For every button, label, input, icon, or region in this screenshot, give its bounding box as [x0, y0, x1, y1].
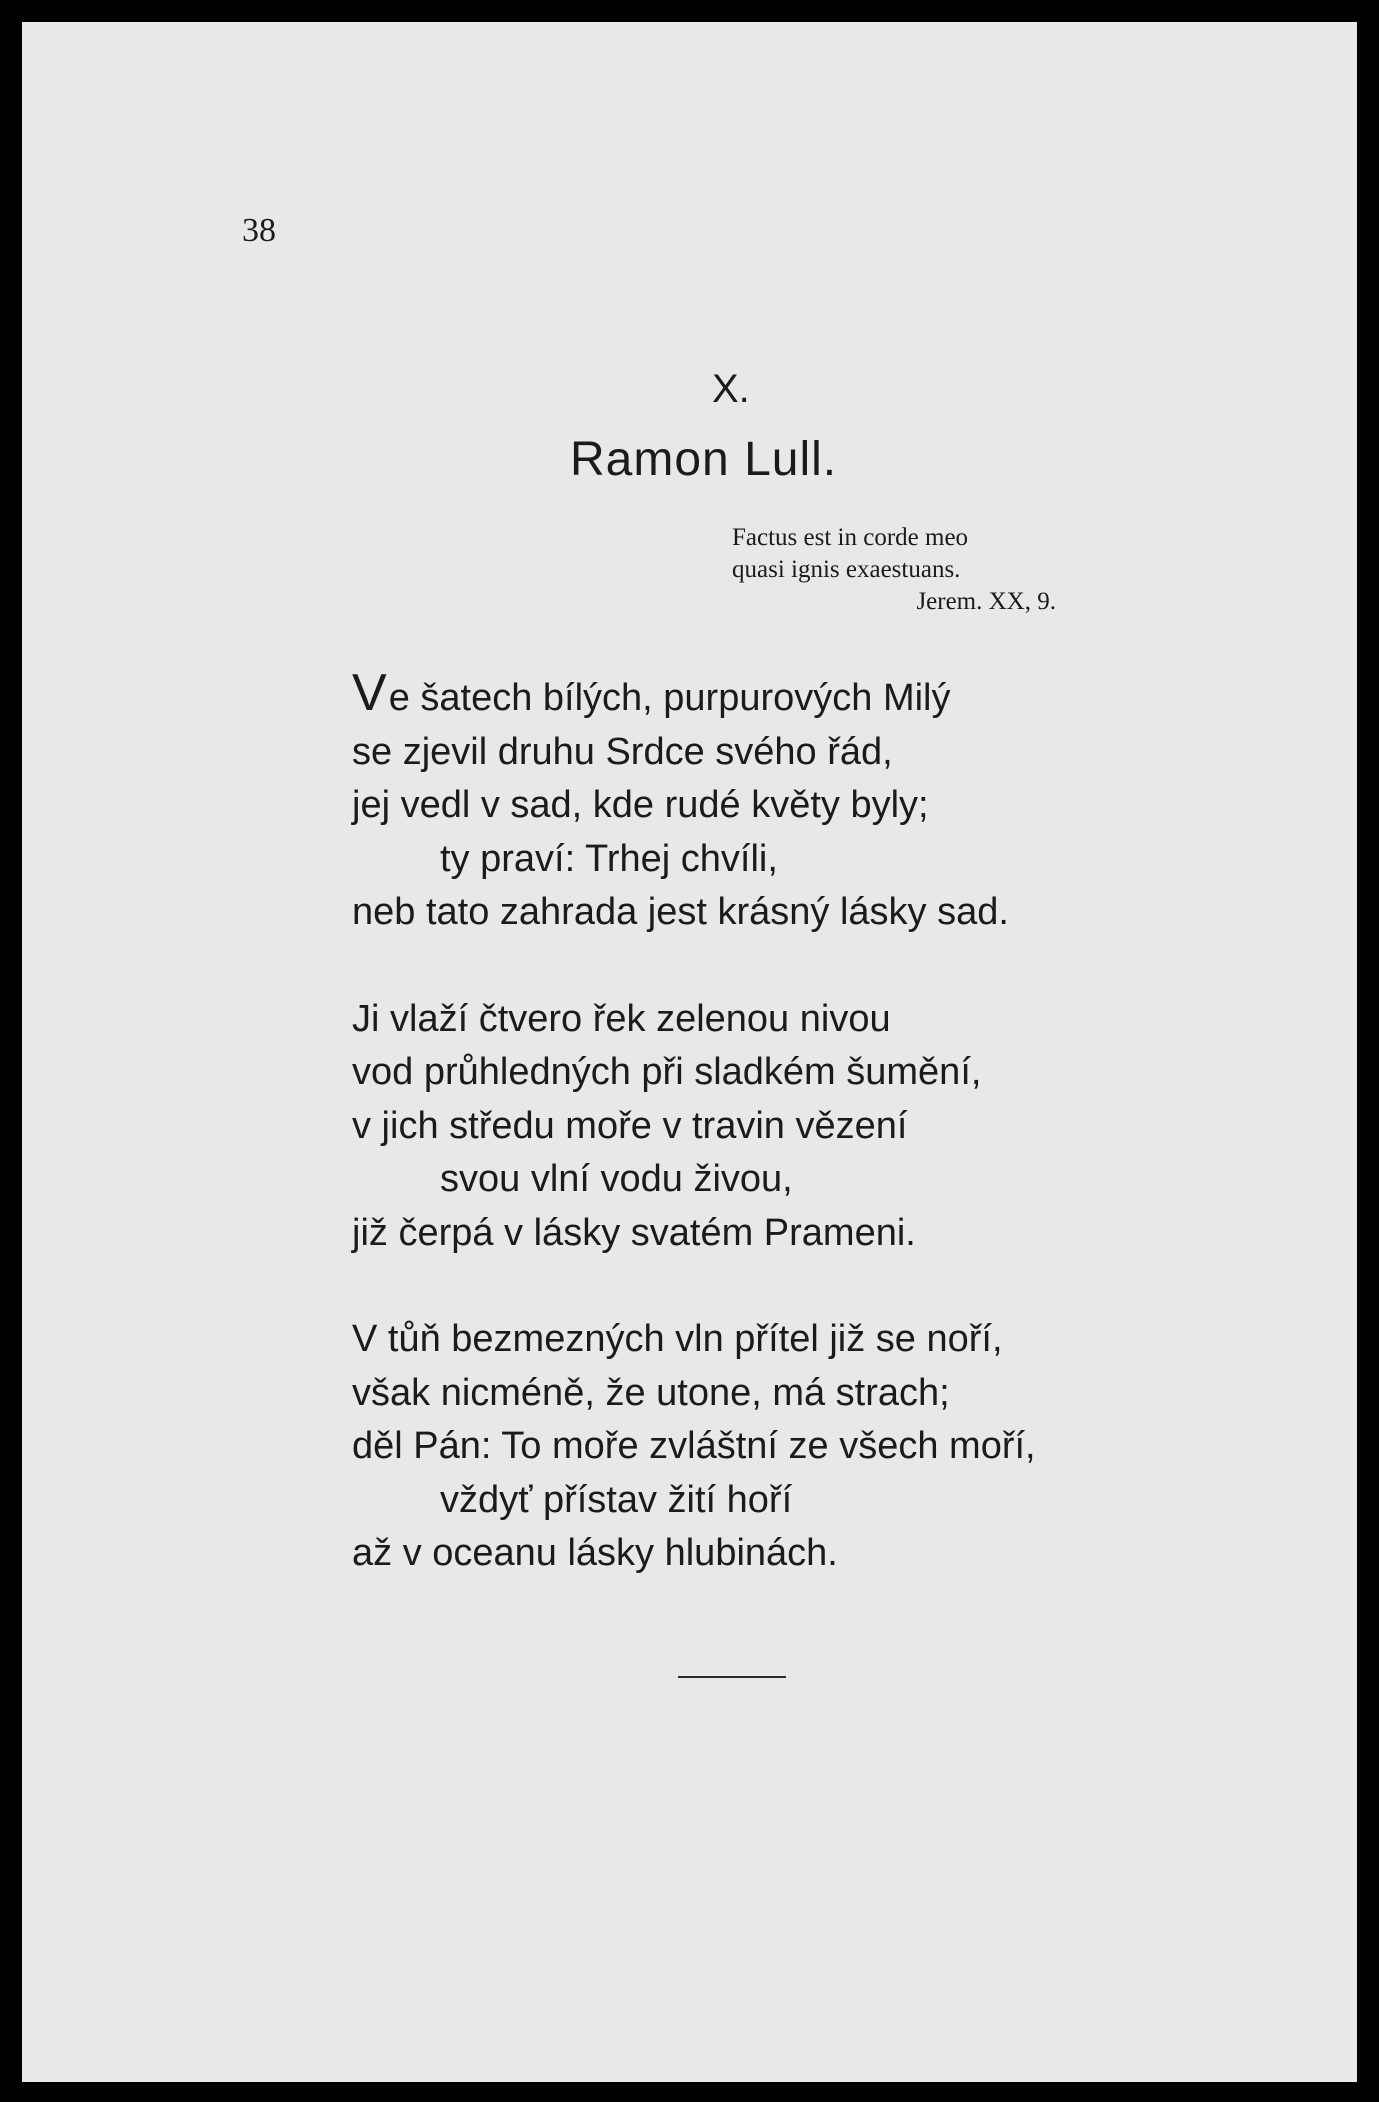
verse-line: děl Pán: To moře zvláštní ze všech moří,: [352, 1425, 1036, 1467]
epigraph-line: quasi ignis exaestuans.: [732, 556, 961, 583]
verse-line: již čerpá v lásky svatém Prameni.: [352, 1211, 916, 1254]
verse-line: V tůň bezmezných vln přítel již se noří,: [352, 1318, 1003, 1360]
verse-line: jej vedl v sad, kde rudé květy byly;: [352, 784, 929, 826]
stanza-2: [352, 993, 1272, 1261]
verse-line-indented: vždyť přístav žití hoří: [440, 1478, 793, 1521]
stanza-3: [352, 1313, 1272, 1581]
epigraph: [732, 522, 1092, 618]
verse-line: až v oceanu lásky hlubinách.: [352, 1532, 838, 1574]
verse-line: vod průhledných při sladkém šumění,: [352, 1051, 982, 1093]
verse-line: se zjevil druhu Srdce svého řád,: [352, 730, 893, 773]
verse-text: e šatech bílých, purpurových Milý: [388, 677, 951, 719]
verse-line: [352, 664, 1272, 726]
poem-title: Ramon Lull.: [570, 433, 838, 486]
verse-line: Ji vlaží čtvero řek zelenou nivou: [352, 997, 891, 1040]
epigraph-line: Factus est in corde meo: [732, 524, 969, 551]
verse-line-indented: ty praví: Trhej chvíli,: [440, 837, 778, 880]
stanza-1: [352, 664, 1272, 940]
page-number: 38: [242, 212, 276, 249]
book-page: [22, 22, 1357, 2082]
poem-body: [352, 664, 1272, 1581]
section-numeral: X.: [712, 367, 750, 411]
drop-initial: V: [352, 664, 387, 722]
end-rule: [678, 1676, 786, 1678]
epigraph-source: Jerem. XX, 9.: [916, 588, 1056, 615]
verse-line: neb tato zahrada jest krásný lásky sad.: [352, 891, 1009, 933]
verse-line: v jich středu moře v travin vězení: [352, 1104, 908, 1147]
verse-line-indented: svou vlní vodu živou,: [440, 1158, 793, 1200]
verse-line: však nicméně, že utone, má strach;: [352, 1371, 950, 1414]
